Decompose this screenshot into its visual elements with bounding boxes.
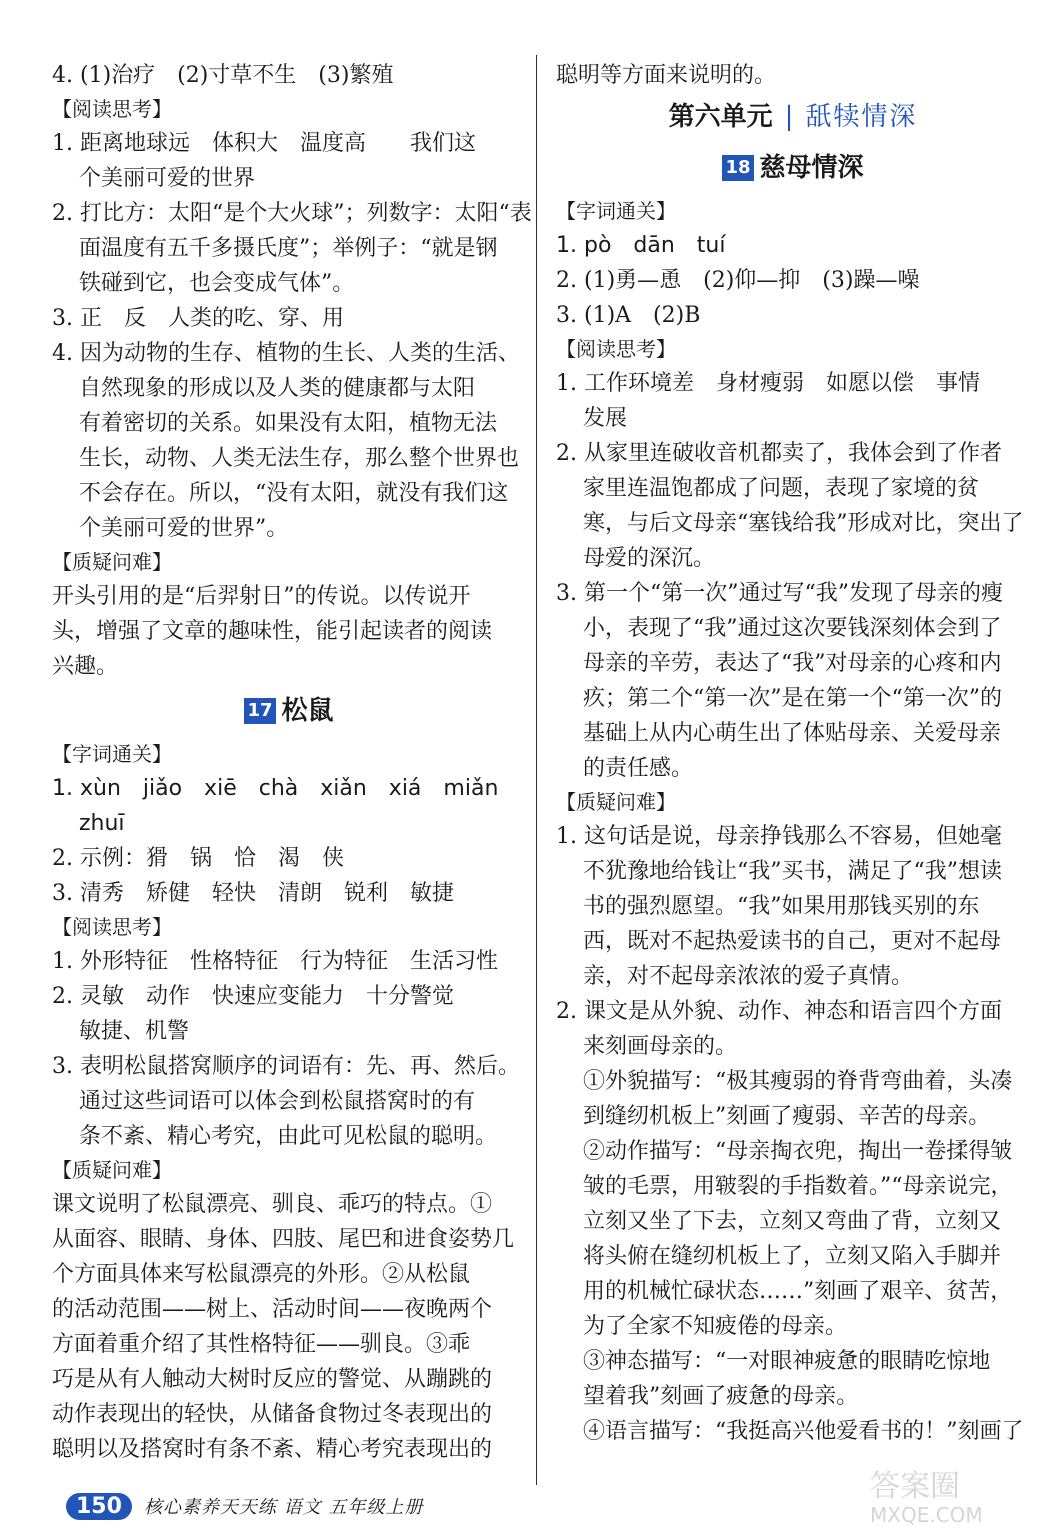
text-line: 3. 清秀 矫健 轻快 清朗 锐利 敏捷 xyxy=(52,881,454,906)
text-line: 基础上从内心萌生出了体贴母亲、关爱母亲 xyxy=(583,721,1002,746)
text-line: 4. 因为动物的生存、植物的生长、人类的生活、 xyxy=(52,341,520,366)
text-line: 2. 从家里连破收音机都卖了，我体会到了作者 xyxy=(556,441,1002,466)
lesson-title-text: 慈母情深 xyxy=(759,153,864,183)
text-line: 面温度有五千多摄氏度”；举例子：“就是钢 xyxy=(79,236,498,261)
section-heading-reading: 【阅读思考】 xyxy=(52,97,172,121)
text-line: 2. 灵敏 动作 快速应变能力 十分警觉 xyxy=(52,984,454,1009)
text-line: 不会存在。所以，“没有太阳，就没有我们这 xyxy=(79,481,509,506)
text-line: 小，表现了“我”通过这次要钱深刻体会到了 xyxy=(583,616,1002,641)
lesson-18-title xyxy=(556,141,1030,195)
section-heading-reading-18: 【阅读思考】 xyxy=(556,337,676,361)
word-answers-17 xyxy=(52,771,526,911)
text-line: 3. 表明松鼠搭窝顺序的词语有：先、再、然后。 xyxy=(52,1054,520,1079)
text-line: 头，增强了文章的趣味性，能引起读者的阅读 xyxy=(52,619,493,644)
unit-name: 舐犊情深 xyxy=(805,102,918,132)
text-line: 用的机械忙碌状态……”刻画了艰辛、贫苦， xyxy=(583,1279,1013,1304)
text-line: 3. (1)A (2)B xyxy=(556,303,701,328)
doubt-answers-17 xyxy=(52,1187,526,1467)
text-line: 条不紊、精心考究，由此可见松鼠的聪明。 xyxy=(79,1124,498,1149)
text-line: 望着我”刻画了疲惫的母亲。 xyxy=(583,1384,859,1409)
left-column xyxy=(52,58,532,1467)
section-heading-words-18: 【字词通关】 xyxy=(556,199,676,223)
text-line: 敏捷、机警 xyxy=(79,1019,190,1044)
text-line: 3. 正 反 人类的吃、穿、用 xyxy=(52,306,344,331)
lesson-title-text: 松鼠 xyxy=(281,696,334,726)
text-line: 个美丽可爱的世界 xyxy=(79,166,256,191)
word-answers-18 xyxy=(556,228,1030,333)
unit-separator: | xyxy=(784,102,794,132)
text-line: ②动作描写：“母亲掏衣兜，掏出一卷揉得皱 xyxy=(583,1139,1013,1164)
right-top-lines xyxy=(556,58,1030,93)
text-line: 为了全家不知疲倦的母亲。 xyxy=(583,1314,848,1339)
lesson-number-badge: 18 xyxy=(722,155,753,181)
section-heading-doubt-17: 【质疑问难】 xyxy=(52,1158,172,1182)
text-line: 动作表现出的轻快，从储备食物过冬表现出的 xyxy=(52,1402,493,1427)
text-line: 1. xùn jiǎo xiē chà xiǎn xiá miǎn xyxy=(52,776,499,801)
text-line: 有着密切的关系。如果没有太阳，植物无法 xyxy=(79,411,498,436)
text-line: 不犹豫地给钱让“我”买书，满足了“我”想读 xyxy=(583,859,1002,884)
text-line: 生长，动物、人类无法生存，那么整个世界也 xyxy=(79,446,520,471)
text-line: 的责任感。 xyxy=(583,756,694,781)
doubt-answers-16 xyxy=(52,579,526,684)
text-line: 家里连温饱都成了问题，表现了家境的贫 xyxy=(583,476,980,501)
text-line: 疚；第二个“第一次”是在第一个“第一次”的 xyxy=(583,686,1002,711)
text-line: 的活动范围——树上、活动时间——夜晚两个 xyxy=(52,1297,493,1322)
lesson-number-badge: 17 xyxy=(244,698,275,724)
watermark-url: MXQE.COM xyxy=(870,1503,983,1527)
text-line: 自然现象的形成以及人类的健康都与太阳 xyxy=(79,376,476,401)
book-title: 核心素养天天练 语文 五年级上册 xyxy=(143,1497,424,1518)
watermark-text: 答案圈 xyxy=(870,1469,960,1504)
page-footer xyxy=(66,1486,423,1526)
text-line: 开头引用的是“后羿射日”的传说。以传说开 xyxy=(52,584,471,609)
unit-label: 第六单元 xyxy=(668,102,773,132)
text-line: 个美丽可爱的世界”。 xyxy=(79,516,289,541)
text-line: 发展 xyxy=(583,406,628,431)
section-heading-reading-17: 【阅读思考】 xyxy=(52,915,172,939)
text-line: 1. 距离地球远 体积大 温度高 我们这 xyxy=(52,131,476,156)
text-line: 聪明以及搭窝时有条不紊、精心考究表现出的 xyxy=(52,1437,493,1462)
text-line: 方面着重介绍了其性格特征——驯良。③乖 xyxy=(52,1332,471,1357)
doubt-answers-18 xyxy=(556,819,1030,1449)
text-line: 2. 示例：猾 锅 恰 渴 侠 xyxy=(52,846,344,871)
text-line: 母爱的深沉。 xyxy=(583,546,716,571)
watermark-logo xyxy=(860,1458,1030,1528)
text-line: 母亲的辛劳，表达了“我”对母亲的心疼和内 xyxy=(583,651,1002,676)
text-line: 1. 这句话是说，母亲挣钱那么不容易，但她毫 xyxy=(556,824,1002,849)
section-heading-doubt: 【质疑问难】 xyxy=(52,550,172,574)
text-line: 通过这些词语可以体会到松鼠搭窝时的有 xyxy=(79,1089,476,1114)
text-line: 书的强烈愿望。“我”如果用那钱买别的东 xyxy=(583,894,980,919)
left-top-lines xyxy=(52,58,526,93)
text-line: 个方面具体来写松鼠漂亮的外形。②从松鼠 xyxy=(52,1262,471,1287)
text-line: ③神态描写：“一对眼神疲惫的眼睛吃惊地 xyxy=(583,1349,991,1374)
unit-heading xyxy=(556,93,1030,141)
text-line: 聪明等方面来说明的。 xyxy=(556,63,777,88)
section-heading-doubt-18: 【质疑问难】 xyxy=(556,790,676,814)
text-line: 西，既对不起热爱读书的自己，更对不起母 xyxy=(583,929,1002,954)
text-line: zhuī xyxy=(79,811,125,836)
lesson-17-title xyxy=(52,684,526,738)
text-line: 来刻画母亲的。 xyxy=(583,1034,738,1059)
column-divider xyxy=(536,55,537,1485)
text-line: 巧是从有人触动大树时反应的警觉、从蹦跳的 xyxy=(52,1367,493,1392)
section-heading-words: 【字词通关】 xyxy=(52,742,172,766)
reading-answers-18 xyxy=(556,366,1030,786)
text-line: 到缝纫机板上”刻画了瘦弱、辛苦的母亲。 xyxy=(583,1104,991,1129)
text-line: ④语言描写：“我挺高兴他爱看书的！”刻画了 xyxy=(583,1419,1024,1444)
text-line: 课文说明了松鼠漂亮、驯良、乖巧的特点。① xyxy=(52,1192,493,1217)
text-line: 2. 打比方：太阳“是个大火球”；列数字：太阳“表 xyxy=(52,201,532,226)
text-line: 皱的毛票，用皲裂的手指数着。”“母亲说完， xyxy=(583,1174,1013,1199)
text-line: 1. pò dān tuí xyxy=(556,233,726,258)
text-line: 铁碰到它，也会变成气体”。 xyxy=(79,271,355,296)
reading-answers-16 xyxy=(52,126,532,546)
page-number: 150 xyxy=(66,1493,132,1520)
text-line: ①外貌描写：“极其瘦弱的脊背弯曲着，头凑 xyxy=(583,1069,1013,1094)
text-line: 2. (1)勇—恿 (2)仰—抑 (3)躁—噪 xyxy=(556,268,920,293)
text-line: 兴趣。 xyxy=(52,654,119,679)
text-line: 亲，对不起母亲浓浓的爱子真情。 xyxy=(583,964,914,989)
reading-answers-17 xyxy=(52,944,526,1154)
text-line: 寒，与后文母亲“塞钱给我”形成对比，突出了 xyxy=(583,511,1024,536)
right-column xyxy=(556,58,1030,1449)
text-line: 1. 外形特征 性格特征 行为特征 生活习性 xyxy=(52,949,498,974)
text-line: 1. 工作环境差 身材瘦弱 如愿以偿 事情 xyxy=(556,371,980,396)
text-line: 2. 课文是从外貌、动作、神态和语言四个方面 xyxy=(556,999,1002,1024)
text-line: 4. (1)治疗 (2)寸草不生 (3)繁殖 xyxy=(52,63,394,88)
text-line: 立刻又坐了下去，立刻又弯曲了背，立刻又 xyxy=(583,1209,1002,1234)
text-line: 从面容、眼睛、身体、四肢、尾巴和进食姿势几 xyxy=(52,1227,515,1252)
text-line: 3. 第一个“第一次”通过写“我”发现了母亲的瘦 xyxy=(556,581,1003,606)
text-line: 将头俯在缝纫机板上了，立刻又陷入手脚并 xyxy=(583,1244,1002,1269)
